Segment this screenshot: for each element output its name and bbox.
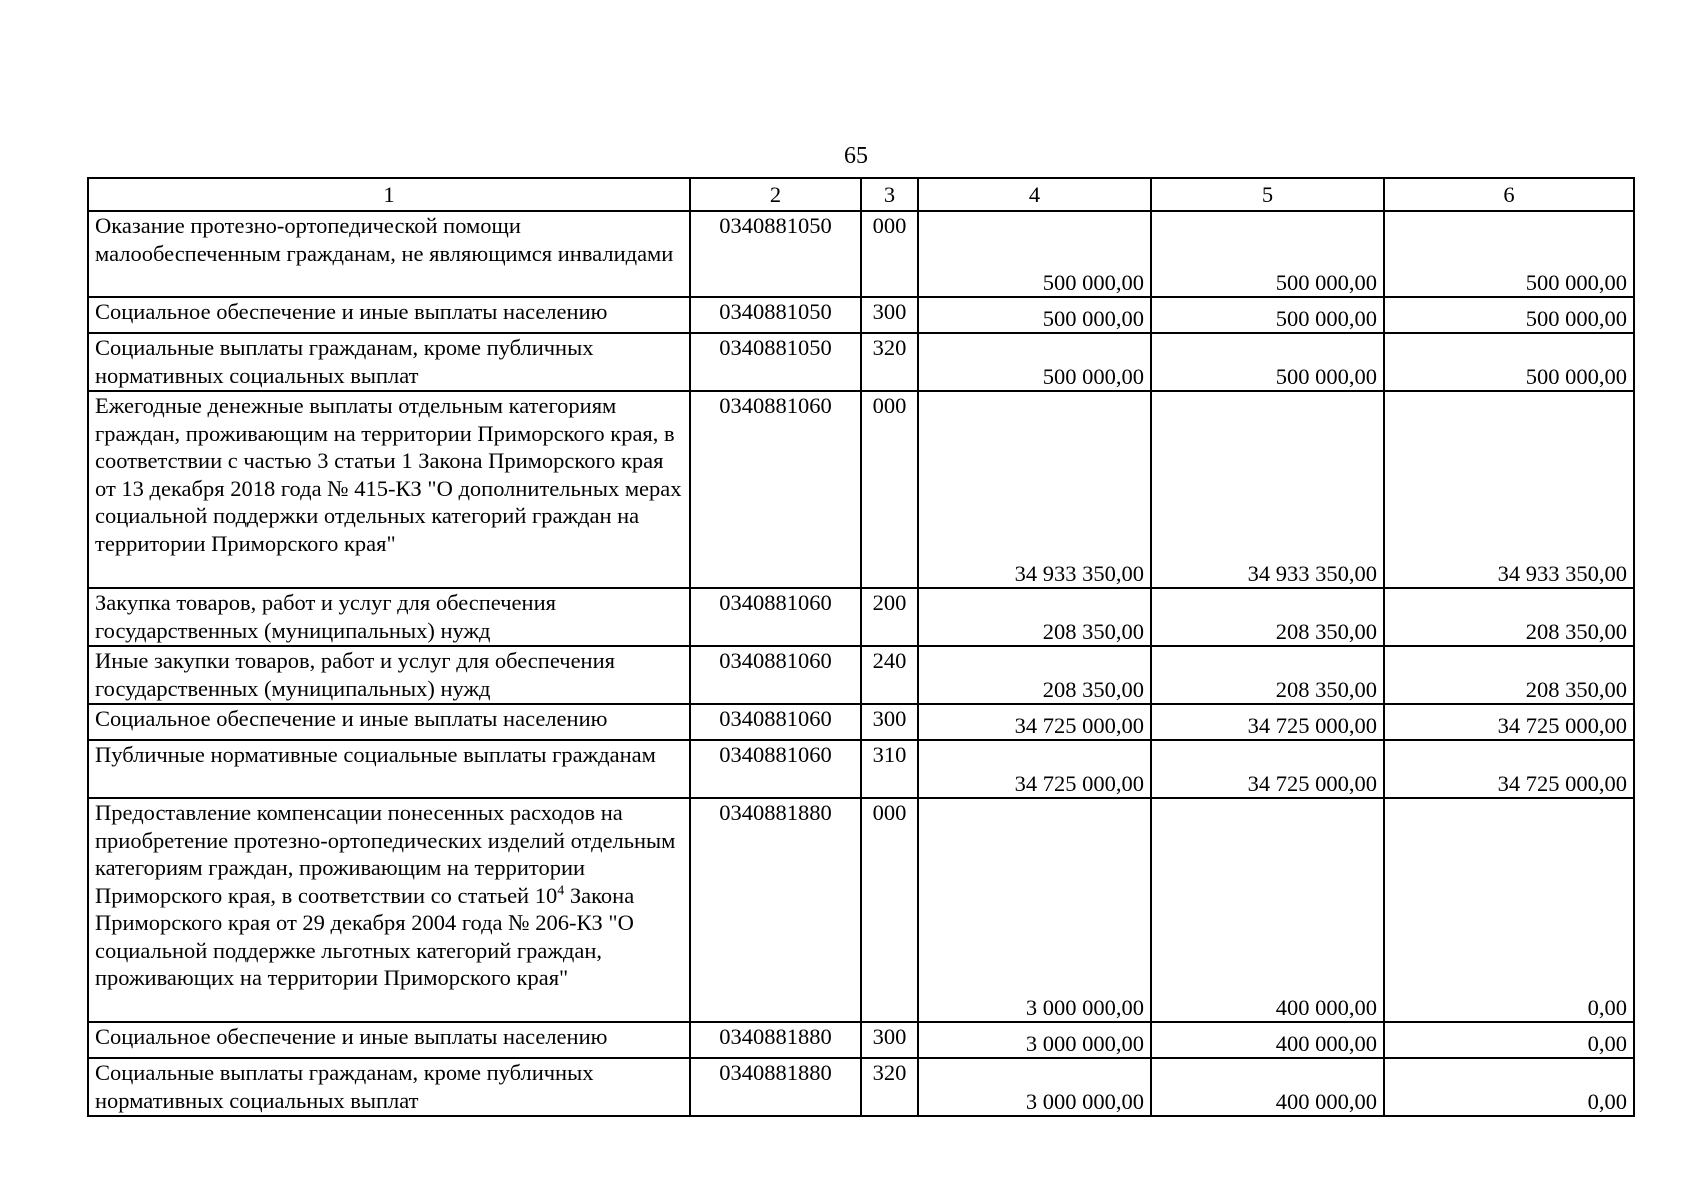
row-type: 300 — [861, 704, 918, 740]
row-value-5: 34 725 000,00 — [1151, 740, 1384, 798]
row-code: 0340881060 — [690, 740, 861, 798]
row-code: 0340881880 — [690, 1022, 861, 1058]
row-value-5: 400 000,00 — [1151, 1022, 1384, 1058]
page-number: 65 — [844, 143, 868, 169]
row-code: 0340881880 — [690, 1058, 861, 1116]
row-code: 0340881050 — [690, 211, 861, 297]
table-row — [88, 297, 1634, 333]
column-header: 4 — [918, 178, 1151, 211]
column-header: 2 — [690, 178, 861, 211]
row-name-superscript: 4 — [557, 883, 565, 898]
table-row — [88, 646, 1634, 704]
row-value-6: 34 725 000,00 — [1384, 740, 1634, 798]
row-type: 240 — [861, 646, 918, 704]
column-header: 6 — [1384, 178, 1634, 211]
row-type: 200 — [861, 588, 918, 646]
row-value-6: 500 000,00 — [1384, 211, 1634, 297]
table-row — [88, 704, 1634, 740]
row-name: Социальное обеспечение и иные выплаты населению — [88, 704, 690, 740]
row-value-5: 34 933 350,00 — [1151, 391, 1384, 588]
row-value-5: 208 350,00 — [1151, 646, 1384, 704]
row-code: 0340881060 — [690, 704, 861, 740]
row-value-6: 34 725 000,00 — [1384, 704, 1634, 740]
row-code: 0340881060 — [690, 646, 861, 704]
table-row — [88, 740, 1634, 798]
table-row — [88, 798, 1634, 1022]
row-value-4: 3 000 000,00 — [918, 1022, 1151, 1058]
row-value-4: 500 000,00 — [918, 211, 1151, 297]
row-value-5: 208 350,00 — [1151, 588, 1384, 646]
row-value-6: 500 000,00 — [1384, 333, 1634, 391]
row-name-text: Предоставление компенсации понесенных расходов на приобретение протезно-ортопедических изделий отдельным категориям граждан, проживающим на территории Приморского края, в соответствии со статьей 10 — [95, 800, 676, 908]
row-value-4: 208 350,00 — [918, 646, 1151, 704]
row-code: 0340881060 — [690, 391, 861, 588]
row-code: 0340881050 — [690, 297, 861, 333]
row-value-6: 34 933 350,00 — [1384, 391, 1634, 588]
row-value-4: 208 350,00 — [918, 588, 1151, 646]
row-name: Ежегодные денежные выплаты отдельным категориям граждан, проживающим на территории Приморского края, в соответствии с частью 3 статьи 1 Закона Приморского края от 13 декабря 2018 года № 415-КЗ "О дополнительных мерах социальной поддержки отдельных категорий граждан на территории Приморского края" — [88, 391, 690, 588]
row-value-5: 34 725 000,00 — [1151, 704, 1384, 740]
row-value-6: 0,00 — [1384, 1022, 1634, 1058]
table-row — [88, 1058, 1634, 1116]
row-value-5: 400 000,00 — [1151, 1058, 1384, 1116]
row-name: Социальные выплаты гражданам, кроме публичных нормативных социальных выплат — [88, 1058, 690, 1116]
row-code: 0340881060 — [690, 588, 861, 646]
row-name: Иные закупки товаров, работ и услуг для обеспечения государственных (муниципальных) нужд — [88, 646, 690, 704]
row-name: Публичные нормативные социальные выплаты гражданам — [88, 740, 690, 798]
row-value-4: 34 933 350,00 — [918, 391, 1151, 588]
row-type: 300 — [861, 1022, 918, 1058]
row-value-4: 500 000,00 — [918, 297, 1151, 333]
row-value-6: 0,00 — [1384, 1058, 1634, 1116]
row-code: 0340881880 — [690, 798, 861, 1022]
row-value-4: 34 725 000,00 — [918, 740, 1151, 798]
row-type: 320 — [861, 1058, 918, 1116]
row-name: Закупка товаров, работ и услуг для обеспечения государственных (муниципальных) нужд — [88, 588, 690, 646]
row-value-6: 208 350,00 — [1384, 646, 1634, 704]
row-name: Социальные выплаты гражданам, кроме публичных нормативных социальных выплат — [88, 333, 690, 391]
row-type: 310 — [861, 740, 918, 798]
row-name: Социальное обеспечение и иные выплаты населению — [88, 297, 690, 333]
table-row — [88, 588, 1634, 646]
row-value-5: 500 000,00 — [1151, 297, 1384, 333]
row-name — [88, 798, 690, 1022]
row-value-5: 400 000,00 — [1151, 798, 1384, 1022]
row-value-5: 500 000,00 — [1151, 211, 1384, 297]
column-header: 5 — [1151, 178, 1384, 211]
row-value-4: 3 000 000,00 — [918, 1058, 1151, 1116]
column-header: 3 — [861, 178, 918, 211]
column-header: 1 — [88, 178, 690, 211]
row-name: Оказание протезно-ортопедической помощи малообеспеченным гражданам, не являющимся инвалидами — [88, 211, 690, 297]
table-row — [88, 333, 1634, 391]
budget-table — [87, 177, 1635, 1117]
row-type: 000 — [861, 211, 918, 297]
row-value-6: 0,00 — [1384, 798, 1634, 1022]
table-row — [88, 211, 1634, 297]
row-value-4: 3 000 000,00 — [918, 798, 1151, 1022]
row-value-4: 34 725 000,00 — [918, 704, 1151, 740]
row-code: 0340881050 — [690, 333, 861, 391]
table-row — [88, 1022, 1634, 1058]
row-value-5: 500 000,00 — [1151, 333, 1384, 391]
row-value-6: 500 000,00 — [1384, 297, 1634, 333]
row-type: 300 — [861, 297, 918, 333]
row-type: 000 — [861, 391, 918, 588]
table-row — [88, 391, 1634, 588]
row-name-text-continued: Закона Приморского края от 29 декабря 2004 года № 206-КЗ "О социальной поддержке льготных категорий граждан, проживающих на территории Приморского края" — [95, 882, 635, 990]
table-header-row — [88, 178, 1634, 211]
row-type: 320 — [861, 333, 918, 391]
row-name: Социальное обеспечение и иные выплаты населению — [88, 1022, 690, 1058]
row-type: 000 — [861, 798, 918, 1022]
row-value-4: 500 000,00 — [918, 333, 1151, 391]
row-value-6: 208 350,00 — [1384, 588, 1634, 646]
